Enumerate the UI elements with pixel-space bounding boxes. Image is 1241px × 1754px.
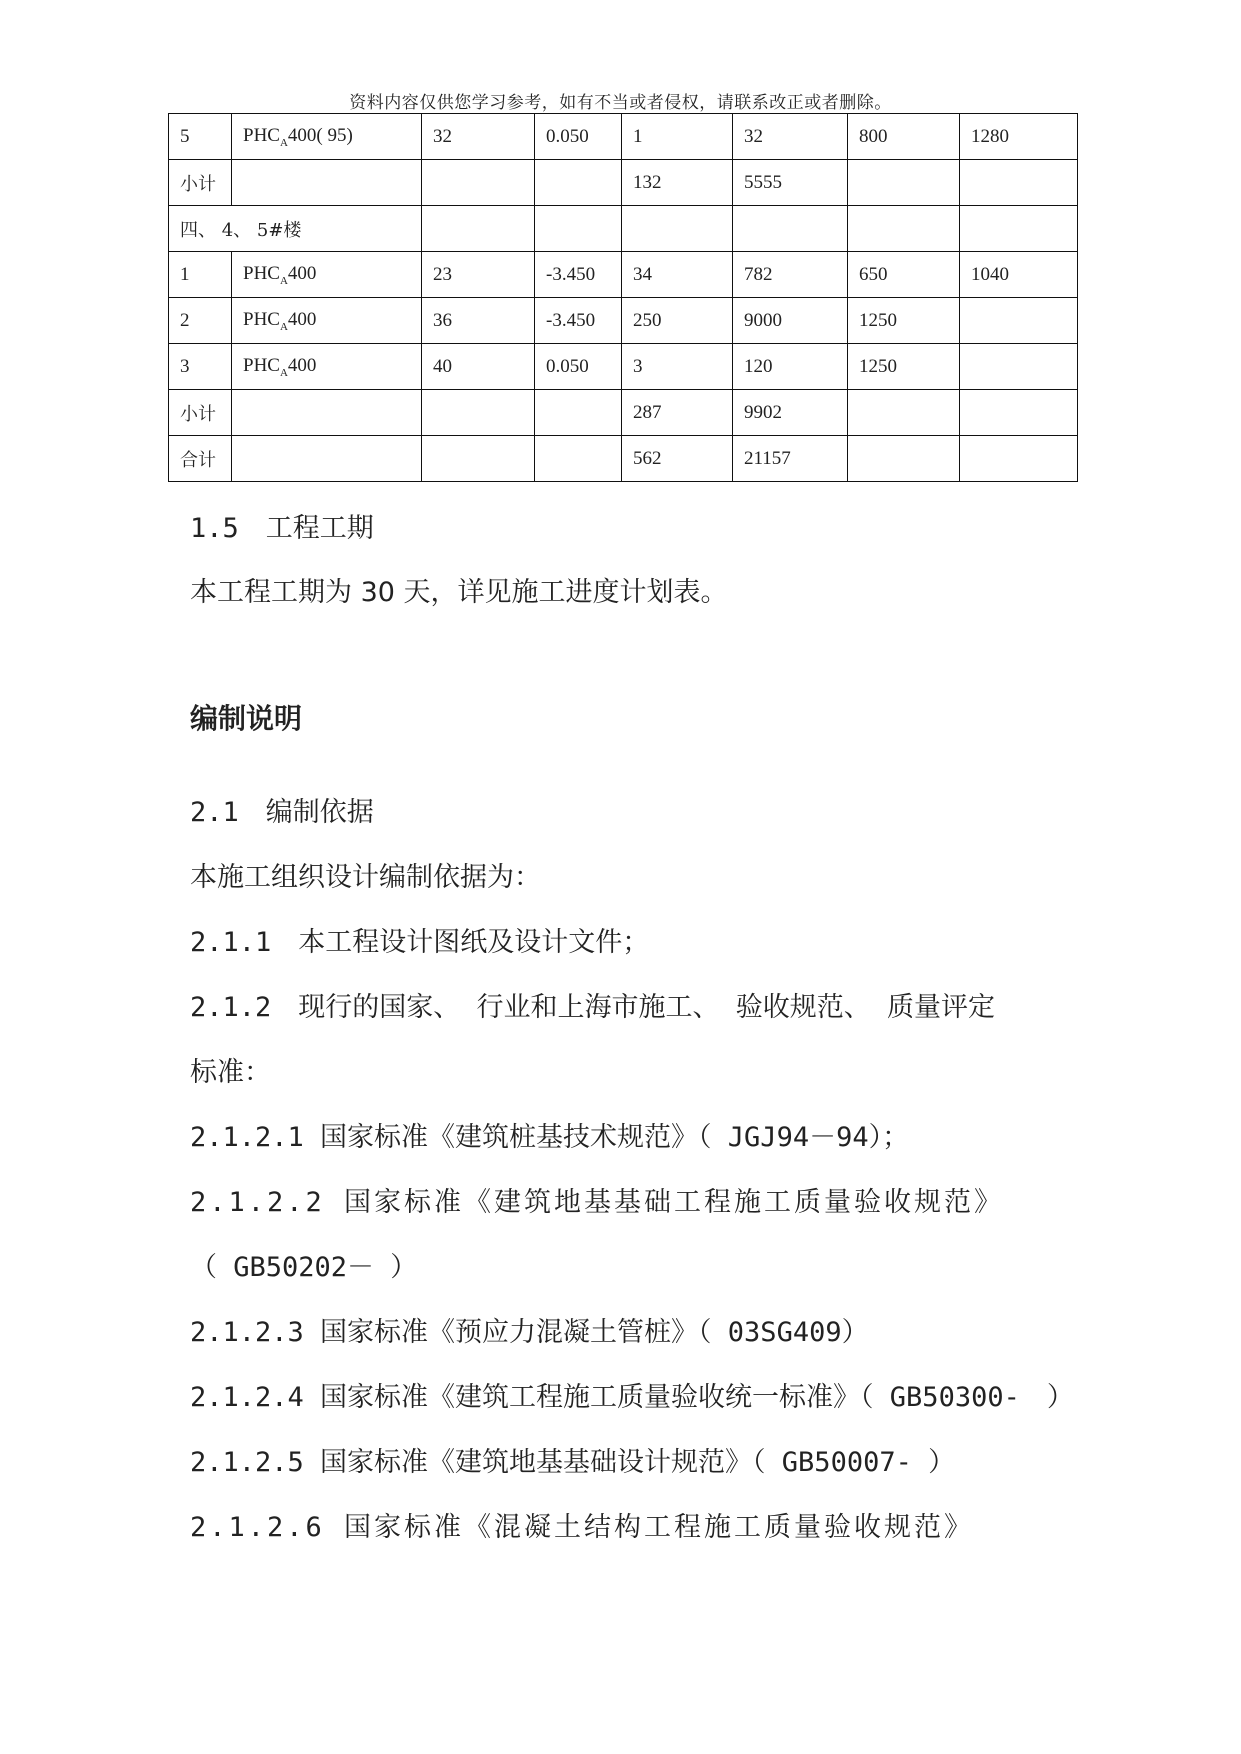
table-body [169,114,1078,482]
item-2-1-2-3: 2.1.2.3 国家标准《预应力混凝土管桩》（ 03SG409） [190,1317,869,1348]
table-cell: 23 [422,252,535,298]
table-cell: 9902 [733,390,848,436]
table-cell: $PHC_A400$ [232,298,422,344]
table-cell [960,436,1078,482]
table-cell: 800 [848,114,960,160]
table-cell: 120 [733,344,848,390]
table-cell [422,390,535,436]
table-row [169,114,1078,160]
table-cell: 合计 [169,436,232,482]
table-row [169,298,1078,344]
section-1-5-heading: 1.5 工程工期 [190,513,374,544]
table-cell [848,160,960,206]
table-cell [848,436,960,482]
table-row [169,344,1078,390]
table-cell [960,206,1078,252]
item-2-1-2-2: 2.1.2.2 国家标准《建筑地基基础工程施工质量验收规范》 [190,1187,1005,1218]
disclaimer-header: 资料内容仅供您学习参考，如有不当或者侵权，请联系改正或者删除。 [349,93,892,113]
table-row [169,252,1078,298]
table-cell [622,206,733,252]
table-cell [232,390,422,436]
item-2-1-2-1: 2.1.2.1 国家标准《建筑桩基技术规范》（ JGJ94－94）； [190,1122,910,1153]
compile-notes-heading: 编制说明 [190,702,303,735]
table-cell: 2 [169,298,232,344]
table-cell [535,390,622,436]
table-cell [960,298,1078,344]
table-cell: -3.450 [535,252,622,298]
table-cell: -3.450 [535,298,622,344]
table-cell [422,206,535,252]
table-cell [232,436,422,482]
table-cell: 562 [622,436,733,482]
table-cell: 1250 [848,344,960,390]
table-row [169,390,1078,436]
table-cell [960,390,1078,436]
item-2-1-2: 2.1.2 现行的国家、 行业和上海市施工、 验收规范、 质量评定 [190,992,996,1023]
table-cell: $PHC_A400$ [232,344,422,390]
table-cell: 32 [422,114,535,160]
item-2-1-1: 2.1.1 本工程设计图纸及设计文件； [190,927,650,958]
table-cell [733,206,848,252]
table-cell [960,160,1078,206]
table-cell: 3 [169,344,232,390]
table-cell [535,160,622,206]
table-cell: 3 [622,344,733,390]
table-cell: 5 [169,114,232,160]
item-2-1-2-continued: 标准： [190,1057,271,1088]
table-cell: 1 [622,114,733,160]
table-cell: 9000 [733,298,848,344]
table-cell: 287 [622,390,733,436]
table-cell: 132 [622,160,733,206]
table-cell: 1040 [960,252,1078,298]
table-cell [422,160,535,206]
table-cell: 1280 [960,114,1078,160]
table-cell: 小计 [169,390,232,436]
item-2-1-2-6: 2.1.2.6 国家标准《混凝土结构工程施工质量验收规范》 [190,1512,975,1543]
table-cell: 5555 [733,160,848,206]
item-2-1-2-2-continued: （ GB50202－ ） [190,1252,418,1283]
pile-quantity-table [168,113,1078,482]
table-cell [848,206,960,252]
table-cell: 40 [422,344,535,390]
table-cell: 36 [422,298,535,344]
section-2-1-body: 本施工组织设计编制依据为： [190,862,541,893]
table-cell: 782 [733,252,848,298]
section-2-1-heading: 2.1 编制依据 [190,797,374,828]
table-cell [535,436,622,482]
table-cell [848,390,960,436]
item-2-1-2-5: 2.1.2.5 国家标准《建筑地基基础设计规范》（ GB50007- ） [190,1447,956,1478]
table-cell: 32 [733,114,848,160]
table-row [169,160,1078,206]
table-cell: 21157 [733,436,848,482]
table-cell: $PHC_A400$( 95) [232,114,422,160]
table-cell: 1 [169,252,232,298]
table-cell [960,344,1078,390]
table-cell [535,206,622,252]
table-cell: 0.050 [535,114,622,160]
table-cell: 34 [622,252,733,298]
table-cell: 小计 [169,160,232,206]
table-cell: 四、 4、 5#楼 [169,206,422,252]
table-cell: $PHC_A400$ [232,252,422,298]
table-row [169,206,1078,252]
table-cell: 250 [622,298,733,344]
section-1-5-body: 本工程工期为 30 天，详见施工进度计划表。 [190,577,728,608]
table-cell: 0.050 [535,344,622,390]
table-cell: 1250 [848,298,960,344]
table-cell [232,160,422,206]
table-cell: 650 [848,252,960,298]
table-row [169,436,1078,482]
table-cell [422,436,535,482]
item-2-1-2-4: 2.1.2.4 国家标准《建筑工程施工质量验收统一标准》（ GB50300- ） [190,1382,1074,1413]
